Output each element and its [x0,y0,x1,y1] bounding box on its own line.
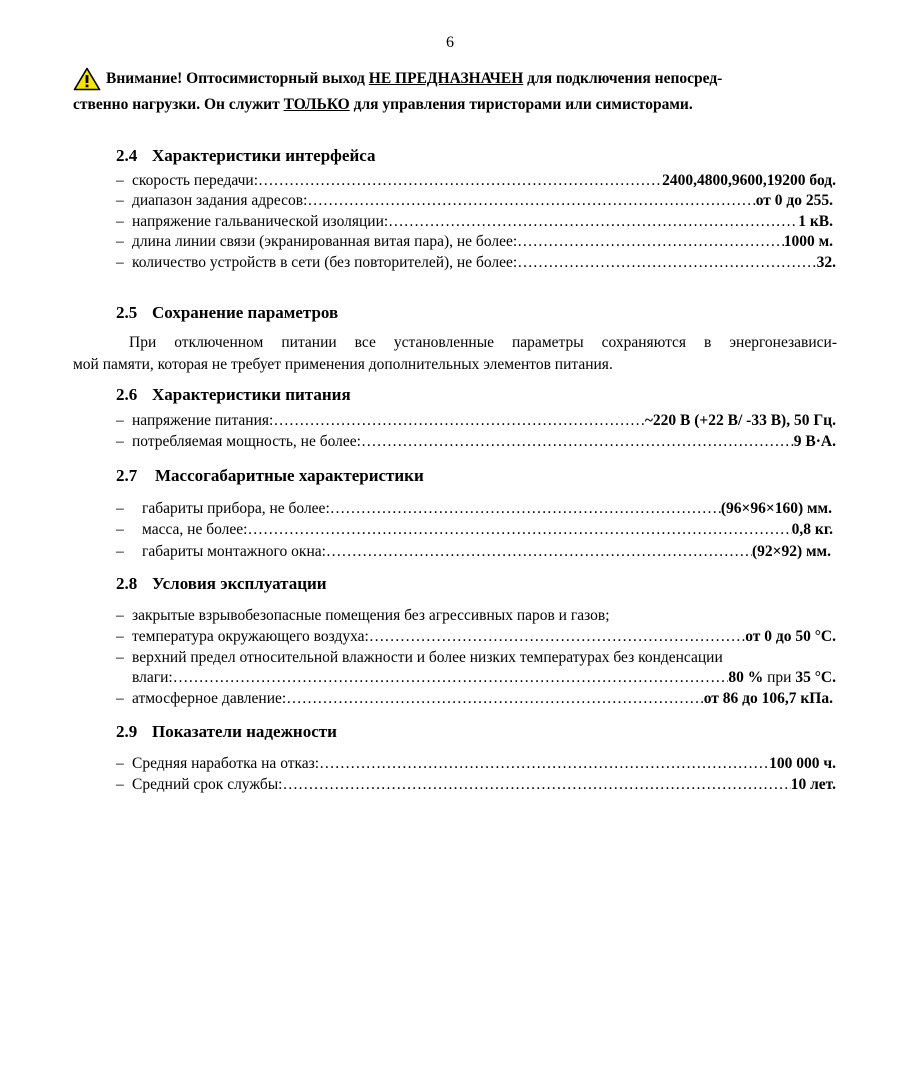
spec-value: (92×92) мм. [751,543,831,560]
spec-row-address-range [116,191,833,211]
warning-note [73,66,837,118]
section-number: 2.6 [116,385,138,404]
dot-leader [326,542,752,562]
list-dash: – [116,607,124,624]
spec-label: верхний предел относительной влажности и более низких температурах без конденсации [132,649,723,666]
dot-leader [273,411,645,431]
dot-leader [369,627,745,647]
list-dash: – [116,233,124,250]
list-dash: – [116,412,124,429]
spec-label: атмосферное давление: [132,690,287,707]
section-number: 2.4 [116,146,138,165]
dot-leader [361,432,794,452]
spec-value: от 0 до 255. [755,192,833,209]
spec-row-humidity-line-2 [132,668,836,688]
dot-leader [282,775,790,795]
spec-value: 100 000 ч. [769,755,836,772]
list-dash: – [116,543,124,560]
spec-label: температура окружающего воздуха: [132,628,369,645]
warning-text-b: для подключения непосред- [527,70,723,87]
spec-value [728,668,836,688]
spec-label: закрытые взрывобезопасные помещения без агрессивных паров и газов; [132,607,610,624]
section-heading-2-5 [116,303,338,323]
spec-label: масса, не более: [142,521,248,538]
spec-label: напряжение питания: [132,412,274,429]
list-dash: – [116,776,124,793]
spec-row-baud-rate [116,171,836,191]
warning-text-d: для управления тиристорами или симисторами. [353,96,693,113]
spec-row-atmospheric-pressure [116,689,833,709]
humidity-value: 80 % [728,669,764,686]
warning-line-2 [73,92,837,118]
spec-row-line-length [116,232,833,252]
spec-row-device-count [116,253,836,273]
warning-text-c: ственно нагрузки. Он служит [73,96,284,113]
section-number: 2.9 [116,722,138,741]
list-dash: – [116,649,124,666]
spec-row-service-life [116,775,836,795]
list-dash: – [116,755,124,772]
section-title: Характеристики питания [152,385,351,404]
section-title: Характеристики интерфейса [152,146,376,165]
spec-value: 2400,4800,9600,19200 бод. [662,172,836,189]
spec-value: ~220 В (+22 В/ -33 В), 50 Гц. [644,412,836,429]
list-dash: – [116,213,124,230]
spec-row-ambient-temperature [116,627,836,647]
dot-leader [388,212,798,232]
spec-label: Средняя наработка на отказ: [132,755,320,772]
section-heading-2-8 [116,574,327,594]
humidity-temperature: 35 °С. [795,669,836,686]
section-heading-2-4 [116,146,376,166]
paragraph-line-1: При отключенном питании все установленные параметры сохраняются в энергонезависи- [129,334,837,351]
warning-emphasis-only: ТОЛЬКО [283,96,350,113]
paragraph-line-2: мой памяти, которая не требует применения дополнительных элементов питания. [73,356,613,373]
list-dash: – [116,433,124,450]
spec-row-mtbf [116,754,836,774]
list-dash: – [116,628,124,645]
spec-value: 1 кВ. [798,213,833,230]
dot-leader [330,499,721,519]
spec-label: габариты прибора, не более: [142,500,330,517]
spec-value: от 86 до 106,7 кПа. [703,690,833,707]
warning-text-a: Внимание! Оптосимисторный выход [106,70,365,87]
dot-leader [517,253,816,273]
spec-row-power-consumption [116,432,836,452]
spec-label: Средний срок службы: [132,776,283,793]
list-dash: – [116,500,124,517]
section-heading-2-9 [116,722,337,742]
spec-label: потребляемая мощность, не более: [132,433,361,450]
spec-label: диапазон задания адресов: [132,192,308,209]
list-dash: – [116,521,124,538]
spec-label: количество устройств в сети (без повторителей), не более: [132,254,518,271]
spec-value: 9 В·А. [793,433,836,450]
spec-value: 32. [816,254,836,271]
spec-value: 0,8 кг. [791,521,833,538]
dot-leader [173,668,729,688]
spec-label: скорость передачи: [132,172,258,189]
section-number: 2.5 [116,303,138,322]
spec-row-isolation-voltage [116,212,833,232]
spec-label: длина линии связи (экранированная витая пара), не более: [132,233,518,250]
dot-leader [319,754,769,774]
section-title: Массогабаритные характеристики [155,466,424,485]
section-title: Показатели надежности [152,722,337,741]
spec-value: 1000 м. [783,233,833,250]
spec-label: габариты монтажного окна: [142,543,326,560]
dot-leader [247,520,791,540]
section-number: 2.7 [116,466,138,485]
spec-value: (96×96×160) мм. [720,500,832,517]
section-number: 2.8 [116,574,138,593]
spec-row-cutout-dimensions [116,542,831,562]
spec-row-premises [116,606,836,626]
dot-leader [258,171,662,191]
spec-value: от 0 до 50 °С. [745,628,836,645]
dot-leader [307,191,755,211]
section-heading-2-7 [116,466,424,486]
warning-line-1 [73,66,837,92]
list-dash: – [116,192,124,209]
spec-label: влаги: [132,669,173,686]
warning-triangle-icon [73,67,101,91]
section-title: Условия эксплуатации [152,574,327,593]
spec-row-weight [116,520,833,540]
list-dash: – [116,254,124,271]
humidity-connector: при [763,669,796,686]
spec-row-supply-voltage [116,411,836,431]
paragraph-parameter-storage [73,332,837,376]
spec-label: напряжение гальванической изоляции: [132,213,389,230]
warning-emphasis-not-intended: НЕ ПРЕДНАЗНАЧЕН [368,70,524,87]
list-dash: – [116,690,124,707]
list-dash: – [116,172,124,189]
page-number: 6 [446,34,454,51]
section-title: Сохранение параметров [152,303,339,322]
spec-row-device-dimensions [116,499,832,519]
dot-leader [286,689,704,709]
section-heading-2-6 [116,385,351,405]
dot-leader [517,232,784,252]
spec-value: 10 лет. [790,776,836,793]
spec-row-humidity-line-1 [116,648,836,668]
